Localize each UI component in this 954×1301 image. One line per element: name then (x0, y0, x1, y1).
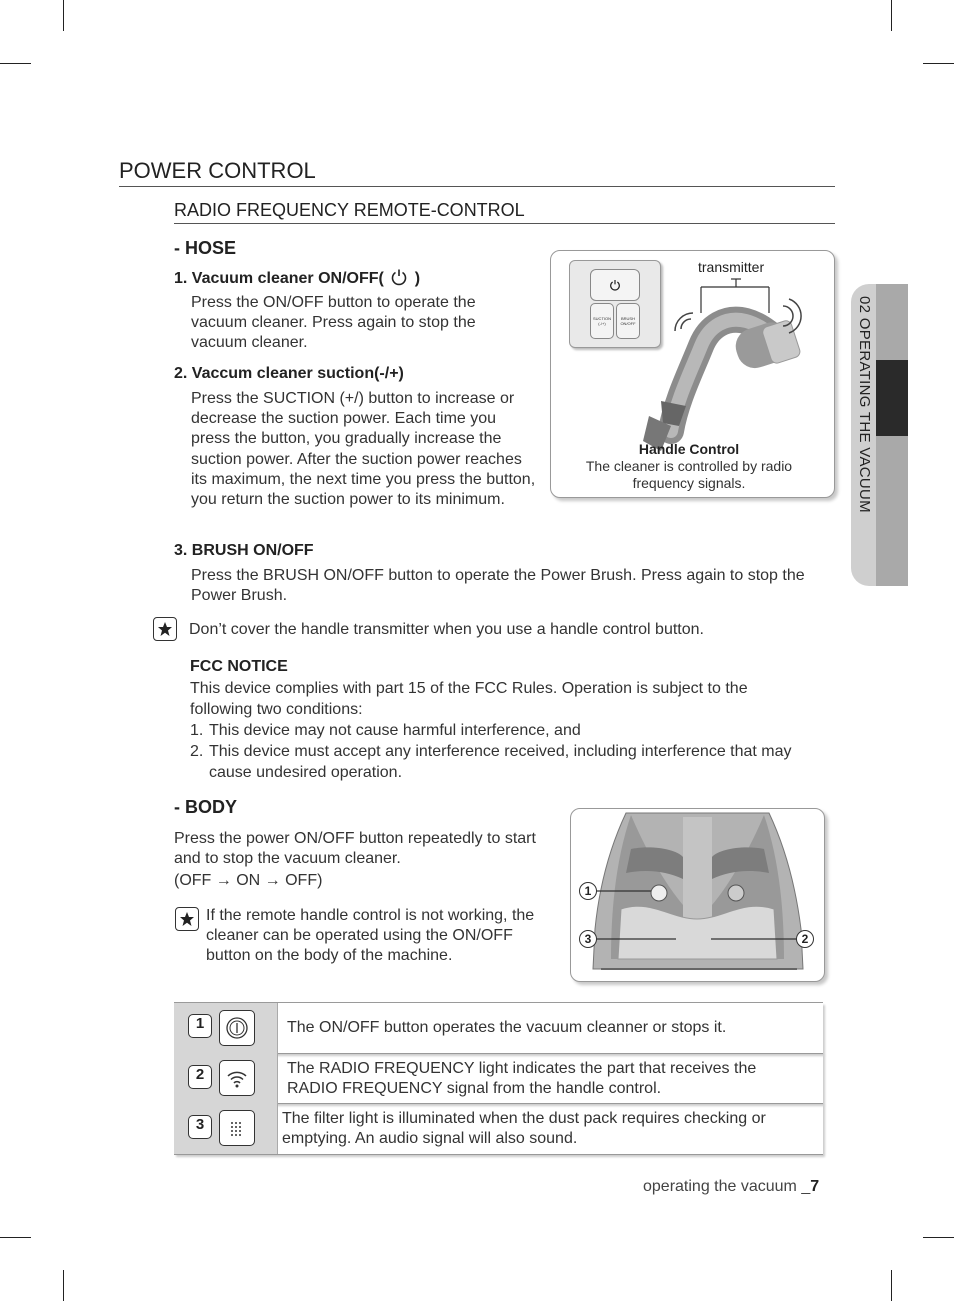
row-number: 3 (188, 1115, 212, 1139)
control-panel-inset (569, 260, 661, 348)
row-description: The RADIO FREQUENCY light indicates the part that receives the RADIO FREQUENCY signal from the handle control. (287, 1060, 757, 1097)
fcc-item-text: This device must accept any interference received, including interference that may cause undesired operation. (209, 743, 792, 781)
footer-text: operating the vacuum _ (643, 1178, 811, 1195)
table-row (174, 1003, 823, 1054)
crop-mark (63, 0, 64, 31)
hose-note: Don’t cover the handle transmitter when you use a handle control button. (189, 621, 704, 638)
suction-button: SUCTION (-/+) (590, 303, 614, 339)
item1-text: Press the ON/OFF button to operate the vacuum cleaner. Press again to stop the vacuum cleaner. (191, 294, 476, 352)
crop-mark (891, 0, 892, 31)
crop-mark (891, 1270, 892, 1301)
table-row-key (174, 1003, 278, 1053)
body-note-star-icon (175, 907, 199, 931)
row-description: The filter light is illuminated when the dust pack requires checking or emptying. An audio signal will also sound. (282, 1110, 766, 1147)
vacuum-body-illustration (571, 809, 824, 981)
side-tab-marker (876, 360, 908, 436)
item1-title-text: 1. Vacuum cleaner ON/OFF( (174, 270, 384, 287)
subtitle-rule (174, 223, 835, 224)
body-sequence: (OFF → ON → OFF) (174, 872, 323, 889)
row-number: 1 (188, 1014, 212, 1038)
handle-caption-text: The cleaner is controlled by radio frequency signals. (585, 458, 793, 491)
crop-mark (63, 1270, 64, 1301)
item3-title: 3. BRUSH ON/OFF (174, 542, 314, 559)
item1-title-suffix: ) (414, 270, 421, 287)
hose-heading: - HOSE (174, 238, 237, 258)
table-row-key (174, 1053, 278, 1103)
callout-3: 3 (579, 930, 597, 948)
row-number: 2 (188, 1065, 212, 1089)
item3-text: Press the BRUSH ON/OFF button to operate the Power Brush. Press again to stop the Power Brush. (191, 567, 805, 605)
fcc-intro: This device complies with part 15 of the FCC Rules. Operation is subject to the following two conditions: (190, 680, 748, 718)
filter-dots-icon (219, 1110, 255, 1146)
fcc-item-num: 2. (190, 743, 204, 760)
note-star-icon (153, 617, 177, 641)
title-rule (119, 186, 835, 187)
body-note: If the remote handle control is not working, the cleaner can be operated using the ON/OFF button on the body of the machine. (206, 907, 535, 965)
side-tab-label: 02 OPERATING THE VACUUM (856, 296, 873, 513)
fcc-heading: FCC NOTICE (190, 658, 288, 675)
page-footer (643, 1178, 819, 1196)
power-icon (609, 279, 621, 291)
crop-mark (0, 1237, 31, 1238)
body-heading: - BODY (174, 797, 237, 817)
power-button-icon (219, 1010, 255, 1046)
item1-title (174, 268, 420, 291)
table-row (174, 1053, 823, 1104)
transmitter-label: transmitter (698, 259, 765, 275)
power-icon (390, 268, 408, 291)
section-subtitle: RADIO FREQUENCY REMOTE-CONTROL (174, 200, 525, 220)
crop-mark (923, 63, 954, 64)
body-figure (570, 808, 825, 982)
crop-mark (0, 63, 31, 64)
crop-mark (923, 1237, 954, 1238)
fcc-item-num: 1. (190, 722, 204, 739)
page-number: 7 (810, 1178, 820, 1195)
item2-text: Press the SUCTION (+/) button to increase or decrease the suction power. Each time you press the button, you gradually increase the suction power. After the suction power reaches its maximum, the next time you press the button, you return the suction power to its minimum. (191, 390, 536, 509)
body-text: Press the power ON/OFF button repeatedly to start and to stop the vacuum cleaner. (174, 830, 536, 868)
radio-signal-icon (219, 1060, 255, 1096)
row-description: The ON/OFF button operates the vacuum cleanner or stops it. (287, 1019, 727, 1036)
brush-button: BRUSH ON/OFF (616, 303, 640, 339)
table-row-key (174, 1103, 278, 1154)
handle-figure (550, 250, 835, 498)
onoff-button (590, 269, 640, 301)
fcc-item (190, 741, 830, 783)
page-title: POWER CONTROL (119, 158, 316, 183)
callout-2: 2 (796, 930, 814, 948)
table-row (174, 1103, 823, 1155)
item2-title: 2. Vaccum cleaner suction(-/+) (174, 365, 404, 382)
handle-caption-title: Handle Control (638, 441, 740, 457)
callout-1: 1 (579, 882, 597, 900)
fcc-item-text: This device may not cause harmful interference, and (209, 722, 581, 739)
fcc-item (190, 720, 830, 741)
